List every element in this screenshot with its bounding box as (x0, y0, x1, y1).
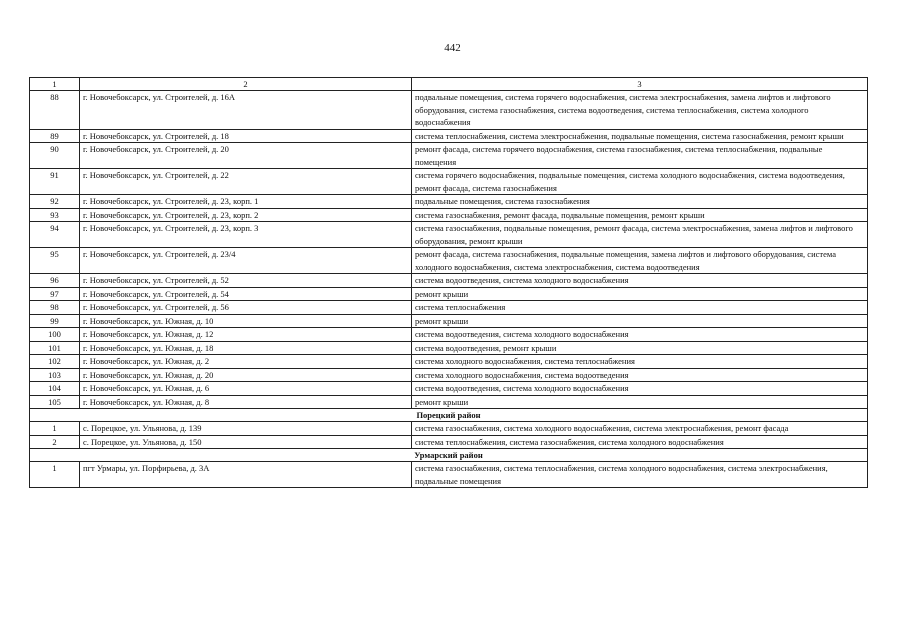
works-cell: система водоотведения, система холодного водоснабжения (412, 328, 868, 342)
works-cell: система горячего водоснабжения, подвальные помещения, система холодного водоснабжения, система водоотведения, ремонт фасада, система газоснабжения (412, 169, 868, 195)
table-row (30, 301, 868, 315)
row-number-cell: 1 (30, 462, 80, 488)
row-number-cell: 1 (30, 422, 80, 436)
table-row (30, 355, 868, 369)
works-cell: ремонт крыши (412, 287, 868, 301)
works-cell: ремонт фасада, система газоснабжения, подвальные помещения, замена лифтов и лифтового оборудования, система холодного водоснабжения, система электроснабжения, система водоотведения (412, 248, 868, 274)
address-cell: г. Новочебоксарск, ул. Строителей, д. 23/4 (80, 248, 412, 274)
address-cell: г. Новочебоксарск, ул. Южная, д. 10 (80, 314, 412, 328)
row-number-cell: 2 (30, 435, 80, 449)
row-number-cell: 89 (30, 129, 80, 143)
works-cell: система газоснабжения, система теплоснабжения, система холодного водоснабжения, система электроснабжения, подвальные помещения (412, 462, 868, 488)
row-number-cell: 100 (30, 328, 80, 342)
address-cell: г. Новочебоксарск, ул. Южная, д. 8 (80, 395, 412, 409)
works-cell: система водоотведения, ремонт крыши (412, 341, 868, 355)
row-number-cell: 104 (30, 382, 80, 396)
table-row (30, 222, 868, 248)
works-cell: система холодного водоснабжения, система теплоснабжения (412, 355, 868, 369)
works-cell: система водоотведения, система холодного водоснабжения (412, 274, 868, 288)
address-cell: г. Новочебоксарск, ул. Строителей, д. 23, корп. 2 (80, 208, 412, 222)
table-row (30, 328, 868, 342)
row-number-cell: 103 (30, 368, 80, 382)
table-row (30, 395, 868, 409)
district-heading-row (30, 409, 868, 422)
address-cell: г. Новочебоксарск, ул. Южная, д. 12 (80, 328, 412, 342)
row-number-cell: 97 (30, 287, 80, 301)
row-number-cell: 98 (30, 301, 80, 315)
works-cell: подвальные помещения, система горячего водоснабжения, система электроснабжения, замена лифтов и лифтового оборудования, система газоснабжения, система водоотведения, система теплоснабжения, система холодного водоснабжения (412, 91, 868, 130)
district-heading: Урмарский район (30, 449, 868, 462)
repair-schedule-table (29, 77, 868, 488)
table-row (30, 368, 868, 382)
works-cell: подвальные помещения, система газоснабжения (412, 195, 868, 209)
works-cell: ремонт фасада, система горячего водоснабжения, система газоснабжения, система теплоснабжения, подвальные помещения (412, 143, 868, 169)
table-header-row (30, 78, 868, 91)
table-row (30, 169, 868, 195)
address-cell: г. Новочебоксарск, ул. Южная, д. 20 (80, 368, 412, 382)
address-cell: пгт Урмары, ул. Порфирьева, д. 3А (80, 462, 412, 488)
district-heading: Порецкий район (30, 409, 868, 422)
table-row (30, 422, 868, 436)
table-row (30, 314, 868, 328)
table-row (30, 274, 868, 288)
row-number-cell: 96 (30, 274, 80, 288)
address-cell: г. Новочебоксарск, ул. Строителей, д. 23, корп. 1 (80, 195, 412, 209)
table-row (30, 208, 868, 222)
table-row (30, 287, 868, 301)
row-number-cell: 88 (30, 91, 80, 130)
row-number-cell: 105 (30, 395, 80, 409)
works-cell: система водоотведения, система холодного водоснабжения (412, 382, 868, 396)
table-row (30, 382, 868, 396)
header-cell-number: 1 (30, 78, 80, 91)
table-row (30, 195, 868, 209)
works-cell: система газоснабжения, подвальные помещения, ремонт фасада, система электроснабжения, замена лифтов и лифтового оборудования, ремонт крыши (412, 222, 868, 248)
table-row (30, 129, 868, 143)
works-cell: ремонт крыши (412, 395, 868, 409)
row-number-cell: 101 (30, 341, 80, 355)
address-cell: г. Новочебоксарск, ул. Строителей, д. 23, корп. 3 (80, 222, 412, 248)
table-body (30, 78, 868, 488)
table-row (30, 435, 868, 449)
table-row (30, 341, 868, 355)
address-cell: с. Порецкое, ул. Ульянова, д. 150 (80, 435, 412, 449)
works-cell: ремонт крыши (412, 314, 868, 328)
address-cell: с. Порецкое, ул. Ульянова, д. 139 (80, 422, 412, 436)
works-cell: система холодного водоснабжения, система водоотведения (412, 368, 868, 382)
header-cell-works: 3 (412, 78, 868, 91)
row-number-cell: 94 (30, 222, 80, 248)
address-cell: г. Новочебоксарск, ул. Строителей, д. 18 (80, 129, 412, 143)
address-cell: г. Новочебоксарск, ул. Строителей, д. 52 (80, 274, 412, 288)
address-cell: г. Новочебоксарск, ул. Строителей, д. 16А (80, 91, 412, 130)
page-number: 442 (444, 42, 461, 54)
table-row (30, 91, 868, 130)
table-row (30, 248, 868, 274)
row-number-cell: 91 (30, 169, 80, 195)
works-cell: система газоснабжения, система холодного водоснабжения, система электроснабжения, ремонт фасада (412, 422, 868, 436)
address-cell: г. Новочебоксарск, ул. Строителей, д. 54 (80, 287, 412, 301)
works-cell: система теплоснабжения, система электроснабжения, подвальные помещения, система газоснабжения, ремонт крыши (412, 129, 868, 143)
works-cell: система газоснабжения, ремонт фасада, подвальные помещения, ремонт крыши (412, 208, 868, 222)
address-cell: г. Новочебоксарск, ул. Строителей, д. 22 (80, 169, 412, 195)
address-cell: г. Новочебоксарск, ул. Строителей, д. 20 (80, 143, 412, 169)
row-number-cell: 95 (30, 248, 80, 274)
row-number-cell: 99 (30, 314, 80, 328)
row-number-cell: 90 (30, 143, 80, 169)
row-number-cell: 102 (30, 355, 80, 369)
header-cell-address: 2 (80, 78, 412, 91)
table-row (30, 462, 868, 488)
address-cell: г. Новочебоксарск, ул. Южная, д. 18 (80, 341, 412, 355)
works-cell: система теплоснабжения (412, 301, 868, 315)
district-heading-row (30, 449, 868, 462)
address-cell: г. Новочебоксарск, ул. Строителей, д. 56 (80, 301, 412, 315)
works-cell: система теплоснабжения, система газоснабжения, система холодного водоснабжения (412, 435, 868, 449)
row-number-cell: 93 (30, 208, 80, 222)
table-row (30, 143, 868, 169)
row-number-cell: 92 (30, 195, 80, 209)
address-cell: г. Новочебоксарск, ул. Южная, д. 6 (80, 382, 412, 396)
address-cell: г. Новочебоксарск, ул. Южная, д. 2 (80, 355, 412, 369)
